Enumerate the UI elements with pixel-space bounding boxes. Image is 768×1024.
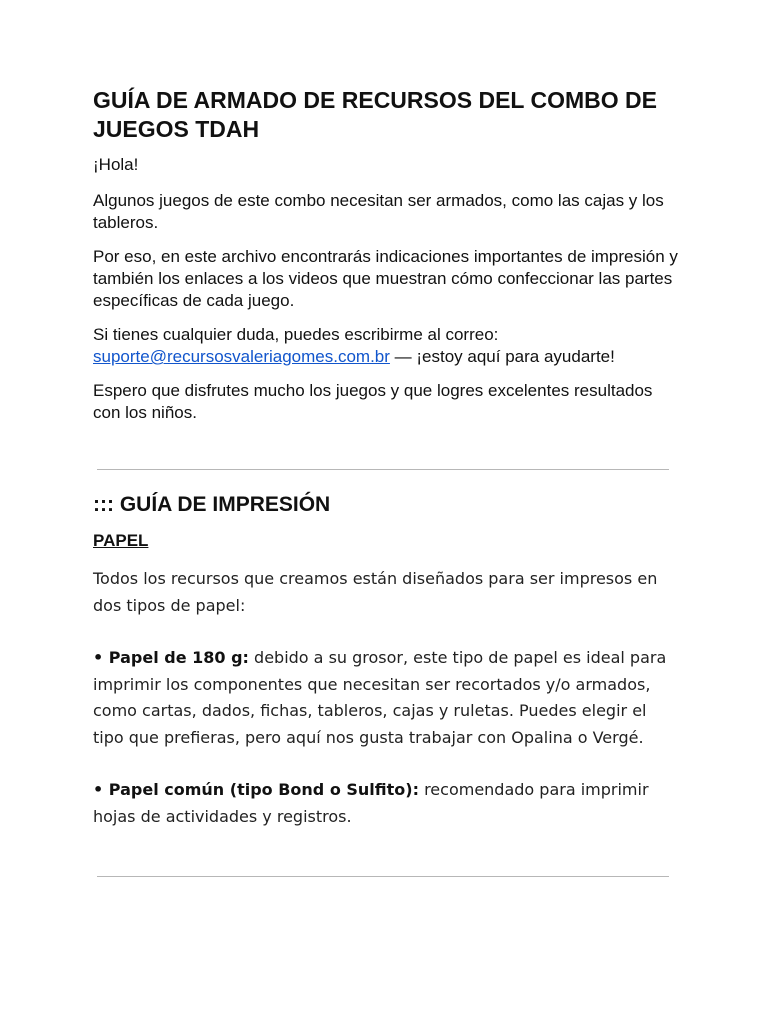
paper-item-common	[93, 777, 678, 830]
paper-item-180g-text: debido a su grosor, este tipo de papel es ideal para imprimir los componentes que necesitan ser recortados y/o armados, como cartas, dados, fichas, tableros, cajas y ruletas. Puedes elegir el tipo que prefieras, pero aquí nos gusta trabajar con Opalina o Vergé.	[93, 648, 667, 747]
paper-item-common-text: recomendado para imprimir hojas de actividades y registros.	[93, 780, 649, 826]
contact-text: Si tienes cualquier duda, puedes escribirme al correo:	[93, 325, 499, 344]
contact-text-after: — ¡estoy aquí para ayudarte!	[389, 347, 615, 366]
contact-paragraph	[93, 324, 678, 368]
paper-item-180g	[93, 645, 678, 751]
section-divider-bottom	[97, 876, 669, 877]
support-email-link[interactable]: suporte@recursosvaleriagomes.com.br	[93, 347, 390, 366]
paper-item-common-label: • Papel común (tipo Bond o Sulfito):	[93, 780, 419, 799]
paper-item-180g-label: • Papel de 180 g:	[93, 648, 249, 667]
closing-paragraph: Espero que disfrutes mucho los juegos y que logres excelentes resultados con los niños.	[93, 381, 653, 422]
document-intro	[93, 86, 678, 436]
intro-paragraph-2: Por eso, en este archivo encontrarás indicaciones importantes de impresión y también los enlaces a los videos que muestran cómo confeccionar las partes específicas de cada juego.	[93, 247, 678, 310]
greeting: ¡Hola!	[93, 155, 139, 174]
paper-lead-paragraph: Todos los recursos que creamos están diseñados para ser impresos en dos tipos de papel:	[93, 569, 658, 615]
intro-paragraph-1: Algunos juegos de este combo necesitan ser armados, como las cajas y los tableros.	[93, 191, 664, 232]
print-guide-heading: ::: GUÍA DE IMPRESIÓN	[93, 493, 331, 516]
paper-subheading: PAPEL	[93, 531, 149, 550]
print-guide-section	[93, 492, 678, 830]
section-divider-top	[97, 469, 669, 470]
page-title: GUÍA DE ARMADO DE RECURSOS DEL COMBO DE JUEGOS TDAH	[93, 87, 657, 142]
